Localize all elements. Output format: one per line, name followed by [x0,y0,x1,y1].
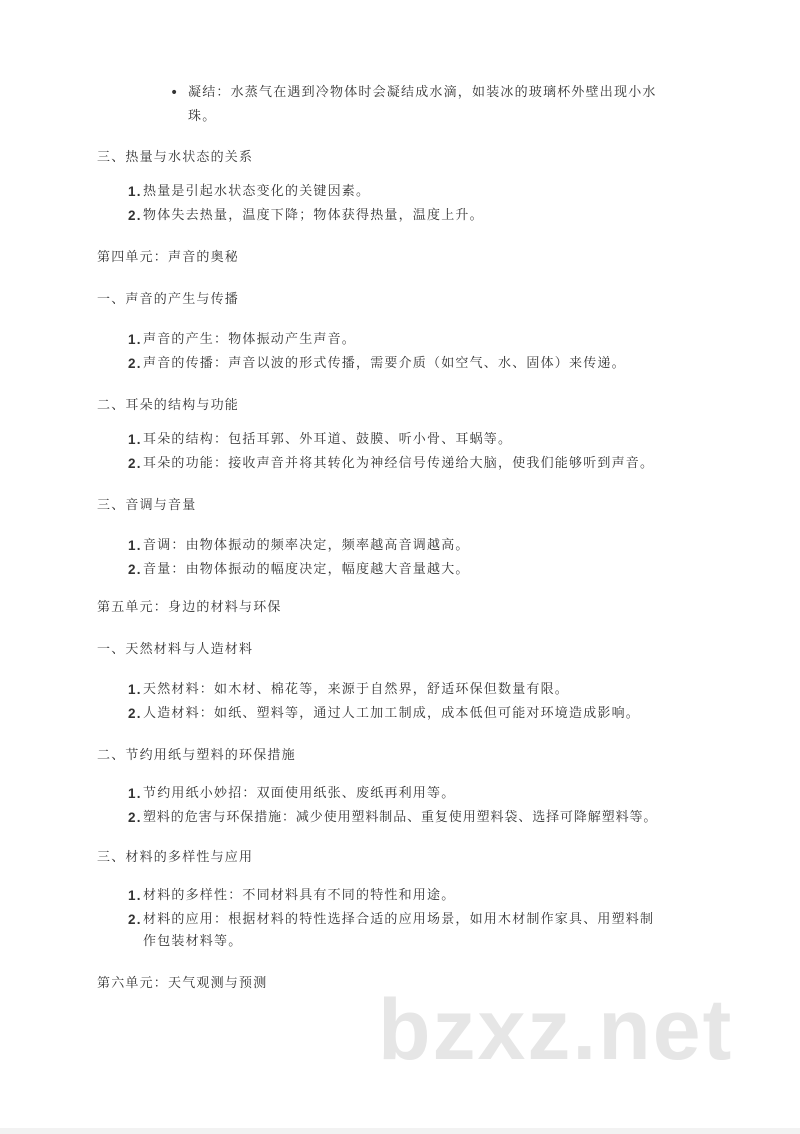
page-bottom-edge [0,1128,800,1134]
section-heading: 二、节约用纸与塑料的环保措施 [97,748,296,763]
list-item: 塑料的危害与环保措施：减少使用塑料制品、重复使用塑料袋、选择可降解塑料等。 [143,810,658,825]
list-item: 人造材料：如纸、塑料等，通过人工加工制成，成本低但可能对环境造成影响。 [143,706,641,721]
bullet-text: 凝结：水蒸气在遇到冷物体时会凝结成水滴，如装冰的玻璃杯外壁出现小水 [188,85,657,100]
list-item: 材料的多样性：不同材料具有不同的特性和用途。 [143,888,456,903]
list-item: 音量：由物体振动的幅度决定，幅度越大音量越大。 [143,562,470,577]
list-item: 物体失去热量，温度下降；物体获得热量，温度上升。 [143,208,484,223]
section-heading: 三、材料的多样性与应用 [97,850,254,865]
section-heading: 二、耳朵的结构与功能 [97,398,240,413]
list-number: 1. [128,432,142,447]
unit-heading: 第五单元：身边的材料与环保 [97,600,282,615]
list-number: 2. [128,912,142,927]
unit-heading: 第六单元：天气观测与预测 [97,976,268,991]
list-number: 1. [128,888,142,903]
list-number: 1. [128,682,142,697]
unit-heading: 第四单元：声音的奥秘 [97,250,240,265]
section-heading: 一、天然材料与人造材料 [97,642,254,657]
list-number: 2. [128,562,142,577]
list-number: 2. [128,356,142,371]
list-number: 2. [128,456,142,471]
list-item: 声音的产生：物体振动产生声音。 [143,332,357,347]
list-item: 节约用纸小妙招：双面使用纸张、废纸再利用等。 [143,786,456,801]
list-number: 1. [128,184,142,199]
list-item: 声音的传播：声音以波的形式传播，需要介质（如空气、水、固体）来传递。 [143,356,626,371]
bullet-icon: • [170,85,180,101]
list-number: 2. [128,810,142,825]
section-heading: 三、音调与音量 [97,498,197,513]
section-heading: 一、声音的产生与传播 [97,292,240,307]
list-number: 1. [128,538,142,553]
list-item: 耳朵的结构：包括耳郭、外耳道、鼓膜、听小骨、耳蜗等。 [143,432,513,447]
list-number: 2. [128,208,142,223]
list-item: 音调：由物体振动的频率决定，频率越高音调越高。 [143,538,470,553]
watermark: bzxz.net [378,982,734,1078]
list-number: 2. [128,706,142,721]
list-number: 1. [128,786,142,801]
bullet-text-cont: 珠。 [188,109,217,124]
list-number: 1. [128,332,142,347]
list-item: 材料的应用：根据材料的特性选择合适的应用场景，如用木材制作家具、用塑料制 [143,912,655,927]
section-heading: 三、热量与水状态的关系 [97,150,254,165]
list-item: 热量是引起水状态变化的关键因素。 [143,184,371,199]
list-item-cont: 作包装材料等。 [143,934,243,949]
list-item: 天然材料：如木材、棉花等，来源于自然界，舒适环保但数量有限。 [143,682,570,697]
list-item: 耳朵的功能：接收声音并将其转化为神经信号传递给大脑，使我们能够听到声音。 [143,456,655,471]
